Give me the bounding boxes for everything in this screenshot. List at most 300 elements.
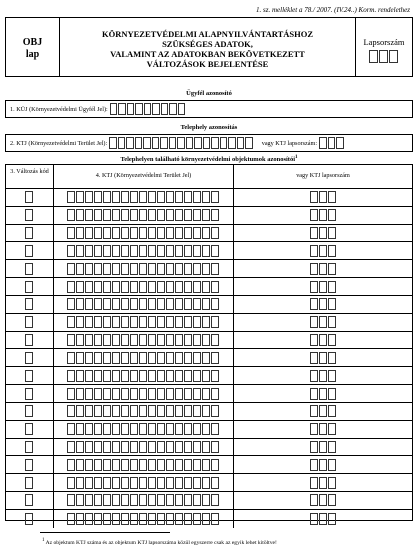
object-ktj-box[interactable] (175, 388, 183, 400)
object-lapsorszam-box[interactable] (310, 477, 318, 489)
object-ktj-box[interactable] (94, 316, 102, 328)
object-lapsorszam-box[interactable] (319, 191, 327, 203)
object-ktj-box[interactable] (94, 263, 102, 275)
change-code-box[interactable] (25, 191, 33, 203)
object-ktj-box[interactable] (103, 370, 111, 382)
object-ktj-box[interactable] (67, 513, 75, 525)
object-ktj-box[interactable] (157, 209, 165, 221)
change-code-box[interactable] (25, 441, 33, 453)
object-ktj-box[interactable] (148, 227, 156, 239)
object-ktj-box[interactable] (202, 227, 210, 239)
object-ktj-box[interactable] (193, 441, 201, 453)
object-ktj-box[interactable] (193, 423, 201, 435)
object-lapsorszam-box[interactable] (310, 370, 318, 382)
object-ktj-box[interactable] (76, 316, 84, 328)
object-ktj-box[interactable] (94, 209, 102, 221)
object-ktj-box[interactable] (148, 459, 156, 471)
ktj-cell[interactable] (194, 137, 202, 149)
object-ktj-box[interactable] (112, 227, 120, 239)
object-ktj-box[interactable] (67, 281, 75, 293)
object-ktj-box[interactable] (166, 477, 174, 489)
object-ktj-box[interactable] (166, 209, 174, 221)
object-ktj-box[interactable] (193, 352, 201, 364)
object-ktj-box[interactable] (148, 191, 156, 203)
object-ktj-box[interactable] (67, 298, 75, 310)
object-ktj-box[interactable] (121, 281, 129, 293)
object-ktj-box[interactable] (94, 388, 102, 400)
object-ktj-box[interactable] (184, 459, 192, 471)
object-ktj-box[interactable] (103, 423, 111, 435)
ktj-cell[interactable] (203, 137, 211, 149)
object-lapsorszam-box[interactable] (328, 494, 336, 506)
object-ktj-box[interactable] (211, 298, 219, 310)
ktj-cell[interactable] (237, 137, 245, 149)
object-ktj-box[interactable] (94, 423, 102, 435)
object-ktj-box[interactable] (103, 494, 111, 506)
object-ktj-box[interactable] (166, 423, 174, 435)
object-lapsorszam-box[interactable] (328, 245, 336, 257)
change-code-box[interactable] (25, 281, 33, 293)
object-ktj-box[interactable] (112, 209, 120, 221)
object-ktj-box[interactable] (184, 405, 192, 417)
object-lapsorszam-box[interactable] (319, 370, 327, 382)
ktj-cell[interactable] (126, 137, 134, 149)
object-ktj-box[interactable] (202, 298, 210, 310)
object-ktj-box[interactable] (166, 298, 174, 310)
object-ktj-box[interactable] (148, 352, 156, 364)
object-ktj-box[interactable] (103, 405, 111, 417)
object-ktj-box[interactable] (121, 209, 129, 221)
object-ktj-box[interactable] (148, 494, 156, 506)
change-code-box[interactable] (25, 334, 33, 346)
object-ktj-box[interactable] (67, 191, 75, 203)
object-ktj-box[interactable] (67, 388, 75, 400)
object-ktj-box[interactable] (76, 423, 84, 435)
object-ktj-box[interactable] (139, 405, 147, 417)
object-lapsorszam-box[interactable] (310, 494, 318, 506)
object-ktj-box[interactable] (103, 316, 111, 328)
object-ktj-box[interactable] (103, 441, 111, 453)
change-code-box[interactable] (25, 316, 33, 328)
object-ktj-box[interactable] (103, 298, 111, 310)
object-ktj-box[interactable] (112, 494, 120, 506)
object-ktj-box[interactable] (184, 209, 192, 221)
object-ktj-box[interactable] (85, 441, 93, 453)
object-ktj-box[interactable] (166, 494, 174, 506)
object-ktj-box[interactable] (139, 370, 147, 382)
object-ktj-box[interactable] (139, 191, 147, 203)
ktj-cell[interactable] (228, 137, 236, 149)
object-ktj-box[interactable] (175, 334, 183, 346)
object-ktj-box[interactable] (94, 352, 102, 364)
ktj-cell[interactable] (152, 137, 160, 149)
object-ktj-box[interactable] (157, 191, 165, 203)
object-ktj-box[interactable] (112, 388, 120, 400)
object-ktj-box[interactable] (211, 281, 219, 293)
object-ktj-box[interactable] (67, 209, 75, 221)
object-lapsorszam-box[interactable] (310, 405, 318, 417)
object-ktj-box[interactable] (67, 477, 75, 489)
object-ktj-box[interactable] (94, 494, 102, 506)
change-code-box[interactable] (25, 298, 33, 310)
object-ktj-box[interactable] (139, 298, 147, 310)
object-ktj-box[interactable] (94, 441, 102, 453)
object-ktj-box[interactable] (148, 263, 156, 275)
object-ktj-box[interactable] (175, 263, 183, 275)
object-ktj-box[interactable] (193, 459, 201, 471)
object-ktj-box[interactable] (175, 352, 183, 364)
object-ktj-box[interactable] (76, 209, 84, 221)
object-ktj-box[interactable] (202, 316, 210, 328)
object-ktj-box[interactable] (193, 209, 201, 221)
object-lapsorszam-box[interactable] (328, 405, 336, 417)
object-ktj-box[interactable] (193, 191, 201, 203)
ktj-cells[interactable] (109, 137, 254, 149)
object-ktj-box[interactable] (76, 352, 84, 364)
object-ktj-box[interactable] (175, 316, 183, 328)
ktj-cell[interactable] (211, 137, 219, 149)
kuj-cell[interactable] (110, 103, 118, 115)
object-ktj-box[interactable] (67, 316, 75, 328)
object-ktj-box[interactable] (94, 334, 102, 346)
object-lapsorszam-box[interactable] (319, 227, 327, 239)
object-ktj-box[interactable] (211, 209, 219, 221)
object-lapsorszam-box[interactable] (319, 334, 327, 346)
object-ktj-box[interactable] (85, 316, 93, 328)
object-ktj-box[interactable] (157, 441, 165, 453)
object-ktj-box[interactable] (121, 494, 129, 506)
object-ktj-box[interactable] (139, 263, 147, 275)
object-ktj-box[interactable] (202, 441, 210, 453)
object-ktj-box[interactable] (103, 352, 111, 364)
object-ktj-box[interactable] (103, 281, 111, 293)
object-ktj-box[interactable] (184, 423, 192, 435)
object-ktj-box[interactable] (67, 494, 75, 506)
object-ktj-box[interactable] (130, 352, 138, 364)
object-ktj-box[interactable] (211, 334, 219, 346)
object-lapsorszam-box[interactable] (328, 423, 336, 435)
object-lapsorszam-box[interactable] (328, 334, 336, 346)
ktj-cell[interactable] (109, 137, 117, 149)
object-ktj-box[interactable] (184, 388, 192, 400)
object-lapsorszam-box[interactable] (310, 423, 318, 435)
object-ktj-box[interactable] (139, 494, 147, 506)
object-ktj-box[interactable] (85, 477, 93, 489)
object-ktj-box[interactable] (193, 316, 201, 328)
object-ktj-box[interactable] (166, 459, 174, 471)
object-ktj-box[interactable] (193, 298, 201, 310)
object-ktj-box[interactable] (157, 316, 165, 328)
object-ktj-box[interactable] (130, 441, 138, 453)
page-number-cells[interactable] (356, 50, 412, 63)
object-ktj-box[interactable] (202, 209, 210, 221)
ktj-lapsorszam-cell[interactable] (328, 137, 336, 149)
object-ktj-box[interactable] (121, 423, 129, 435)
object-ktj-box[interactable] (184, 191, 192, 203)
object-ktj-box[interactable] (76, 494, 84, 506)
object-ktj-box[interactable] (139, 227, 147, 239)
object-ktj-box[interactable] (139, 441, 147, 453)
object-ktj-box[interactable] (94, 405, 102, 417)
object-lapsorszam-box[interactable] (310, 459, 318, 471)
page-number-cell[interactable] (379, 50, 388, 63)
object-ktj-box[interactable] (211, 405, 219, 417)
object-ktj-box[interactable] (148, 388, 156, 400)
kuj-cell[interactable] (118, 103, 126, 115)
object-ktj-box[interactable] (193, 263, 201, 275)
object-ktj-box[interactable] (121, 334, 129, 346)
object-ktj-box[interactable] (202, 494, 210, 506)
object-ktj-box[interactable] (67, 352, 75, 364)
change-code-box[interactable] (25, 459, 33, 471)
object-ktj-box[interactable] (157, 494, 165, 506)
object-lapsorszam-box[interactable] (319, 281, 327, 293)
object-ktj-box[interactable] (130, 245, 138, 257)
object-ktj-box[interactable] (130, 405, 138, 417)
object-ktj-box[interactable] (130, 513, 138, 525)
object-ktj-box[interactable] (112, 423, 120, 435)
object-ktj-box[interactable] (175, 370, 183, 382)
object-ktj-box[interactable] (184, 298, 192, 310)
object-lapsorszam-box[interactable] (319, 513, 327, 525)
object-lapsorszam-box[interactable] (328, 477, 336, 489)
object-ktj-box[interactable] (157, 263, 165, 275)
object-ktj-box[interactable] (193, 477, 201, 489)
object-ktj-box[interactable] (175, 245, 183, 257)
object-ktj-box[interactable] (76, 513, 84, 525)
object-ktj-box[interactable] (85, 263, 93, 275)
object-ktj-box[interactable] (184, 281, 192, 293)
object-ktj-box[interactable] (76, 388, 84, 400)
object-ktj-box[interactable] (157, 281, 165, 293)
object-lapsorszam-box[interactable] (319, 298, 327, 310)
object-ktj-box[interactable] (121, 227, 129, 239)
object-lapsorszam-box[interactable] (319, 405, 327, 417)
object-ktj-box[interactable] (202, 263, 210, 275)
change-code-box[interactable] (25, 388, 33, 400)
object-ktj-box[interactable] (76, 191, 84, 203)
object-ktj-box[interactable] (148, 245, 156, 257)
object-lapsorszam-box[interactable] (328, 513, 336, 525)
object-ktj-box[interactable] (157, 513, 165, 525)
object-ktj-box[interactable] (211, 263, 219, 275)
object-lapsorszam-box[interactable] (310, 281, 318, 293)
ktj-cell[interactable] (177, 137, 185, 149)
object-ktj-box[interactable] (103, 263, 111, 275)
object-lapsorszam-box[interactable] (319, 459, 327, 471)
object-ktj-box[interactable] (139, 334, 147, 346)
object-ktj-box[interactable] (121, 298, 129, 310)
object-ktj-box[interactable] (76, 441, 84, 453)
object-lapsorszam-box[interactable] (319, 245, 327, 257)
object-ktj-box[interactable] (67, 423, 75, 435)
object-ktj-box[interactable] (85, 191, 93, 203)
ktj-lapsorszam-cell[interactable] (319, 137, 327, 149)
ktj-cell[interactable] (186, 137, 194, 149)
object-ktj-box[interactable] (112, 316, 120, 328)
object-ktj-box[interactable] (211, 513, 219, 525)
object-ktj-box[interactable] (148, 370, 156, 382)
object-ktj-box[interactable] (139, 423, 147, 435)
object-lapsorszam-box[interactable] (319, 209, 327, 221)
object-lapsorszam-box[interactable] (328, 441, 336, 453)
change-code-box[interactable] (25, 494, 33, 506)
object-ktj-box[interactable] (193, 370, 201, 382)
object-ktj-box[interactable] (184, 245, 192, 257)
object-ktj-box[interactable] (94, 191, 102, 203)
object-ktj-box[interactable] (184, 441, 192, 453)
object-ktj-box[interactable] (94, 245, 102, 257)
object-lapsorszam-box[interactable] (319, 477, 327, 489)
ktj-cell[interactable] (245, 137, 253, 149)
object-ktj-box[interactable] (85, 513, 93, 525)
object-ktj-box[interactable] (175, 477, 183, 489)
object-ktj-box[interactable] (184, 334, 192, 346)
object-ktj-box[interactable] (76, 281, 84, 293)
object-ktj-box[interactable] (94, 459, 102, 471)
object-ktj-box[interactable] (76, 405, 84, 417)
object-ktj-box[interactable] (148, 316, 156, 328)
object-ktj-box[interactable] (202, 370, 210, 382)
object-ktj-box[interactable] (76, 263, 84, 275)
change-code-box[interactable] (25, 423, 33, 435)
object-ktj-box[interactable] (76, 245, 84, 257)
object-lapsorszam-box[interactable] (310, 191, 318, 203)
object-ktj-box[interactable] (166, 191, 174, 203)
object-lapsorszam-box[interactable] (319, 423, 327, 435)
object-ktj-box[interactable] (130, 459, 138, 471)
object-ktj-box[interactable] (211, 191, 219, 203)
object-ktj-box[interactable] (139, 281, 147, 293)
object-ktj-box[interactable] (76, 370, 84, 382)
object-ktj-box[interactable] (103, 209, 111, 221)
object-ktj-box[interactable] (193, 388, 201, 400)
object-ktj-box[interactable] (130, 494, 138, 506)
object-ktj-box[interactable] (211, 441, 219, 453)
object-ktj-box[interactable] (148, 281, 156, 293)
object-lapsorszam-box[interactable] (328, 352, 336, 364)
object-ktj-box[interactable] (76, 227, 84, 239)
object-ktj-box[interactable] (211, 245, 219, 257)
object-ktj-box[interactable] (85, 245, 93, 257)
page-number-cell[interactable] (389, 50, 398, 63)
object-ktj-box[interactable] (184, 370, 192, 382)
object-ktj-box[interactable] (202, 459, 210, 471)
object-ktj-box[interactable] (139, 245, 147, 257)
object-ktj-box[interactable] (175, 441, 183, 453)
object-lapsorszam-box[interactable] (319, 263, 327, 275)
object-ktj-box[interactable] (202, 352, 210, 364)
object-ktj-box[interactable] (211, 477, 219, 489)
object-lapsorszam-box[interactable] (310, 298, 318, 310)
object-ktj-box[interactable] (121, 245, 129, 257)
object-lapsorszam-box[interactable] (328, 227, 336, 239)
object-ktj-box[interactable] (112, 459, 120, 471)
object-ktj-box[interactable] (85, 459, 93, 471)
object-ktj-box[interactable] (139, 477, 147, 489)
object-ktj-box[interactable] (76, 334, 84, 346)
object-ktj-box[interactable] (67, 405, 75, 417)
object-ktj-box[interactable] (157, 334, 165, 346)
object-ktj-box[interactable] (121, 441, 129, 453)
object-lapsorszam-box[interactable] (328, 191, 336, 203)
object-lapsorszam-box[interactable] (319, 316, 327, 328)
object-ktj-box[interactable] (103, 334, 111, 346)
object-ktj-box[interactable] (139, 209, 147, 221)
object-ktj-box[interactable] (94, 298, 102, 310)
object-ktj-box[interactable] (211, 370, 219, 382)
object-ktj-box[interactable] (121, 352, 129, 364)
ktj-cell[interactable] (135, 137, 143, 149)
object-ktj-box[interactable] (166, 263, 174, 275)
object-ktj-box[interactable] (130, 263, 138, 275)
object-ktj-box[interactable] (211, 316, 219, 328)
ktj-cell[interactable] (118, 137, 126, 149)
object-ktj-box[interactable] (130, 298, 138, 310)
object-ktj-box[interactable] (166, 352, 174, 364)
object-ktj-box[interactable] (175, 423, 183, 435)
object-ktj-box[interactable] (184, 263, 192, 275)
object-ktj-box[interactable] (148, 405, 156, 417)
object-ktj-box[interactable] (67, 370, 75, 382)
change-code-box[interactable] (25, 352, 33, 364)
object-lapsorszam-box[interactable] (310, 441, 318, 453)
object-ktj-box[interactable] (112, 191, 120, 203)
object-ktj-box[interactable] (166, 227, 174, 239)
object-ktj-box[interactable] (157, 298, 165, 310)
kuj-cell[interactable] (178, 103, 186, 115)
object-ktj-box[interactable] (67, 263, 75, 275)
kuj-cell[interactable] (127, 103, 135, 115)
change-code-box[interactable] (25, 227, 33, 239)
object-ktj-box[interactable] (202, 191, 210, 203)
object-ktj-box[interactable] (85, 281, 93, 293)
object-lapsorszam-box[interactable] (328, 459, 336, 471)
object-ktj-box[interactable] (112, 263, 120, 275)
object-ktj-box[interactable] (157, 370, 165, 382)
object-ktj-box[interactable] (202, 423, 210, 435)
change-code-box[interactable] (25, 370, 33, 382)
object-ktj-box[interactable] (67, 227, 75, 239)
object-ktj-box[interactable] (103, 513, 111, 525)
object-lapsorszam-box[interactable] (310, 227, 318, 239)
object-ktj-box[interactable] (166, 334, 174, 346)
object-ktj-box[interactable] (175, 227, 183, 239)
change-code-box[interactable] (25, 513, 33, 525)
object-ktj-box[interactable] (103, 245, 111, 257)
object-ktj-box[interactable] (175, 209, 183, 221)
object-ktj-box[interactable] (94, 227, 102, 239)
object-ktj-box[interactable] (85, 334, 93, 346)
object-ktj-box[interactable] (148, 441, 156, 453)
object-ktj-box[interactable] (103, 191, 111, 203)
object-ktj-box[interactable] (193, 245, 201, 257)
object-ktj-box[interactable] (121, 370, 129, 382)
object-lapsorszam-box[interactable] (328, 263, 336, 275)
object-lapsorszam-box[interactable] (310, 316, 318, 328)
object-ktj-box[interactable] (130, 191, 138, 203)
object-ktj-box[interactable] (112, 370, 120, 382)
object-lapsorszam-box[interactable] (319, 494, 327, 506)
object-ktj-box[interactable] (202, 245, 210, 257)
object-ktj-box[interactable] (94, 370, 102, 382)
object-ktj-box[interactable] (139, 352, 147, 364)
object-ktj-box[interactable] (112, 513, 120, 525)
object-ktj-box[interactable] (85, 352, 93, 364)
object-ktj-box[interactable] (130, 281, 138, 293)
object-lapsorszam-box[interactable] (319, 352, 327, 364)
object-ktj-box[interactable] (130, 227, 138, 239)
